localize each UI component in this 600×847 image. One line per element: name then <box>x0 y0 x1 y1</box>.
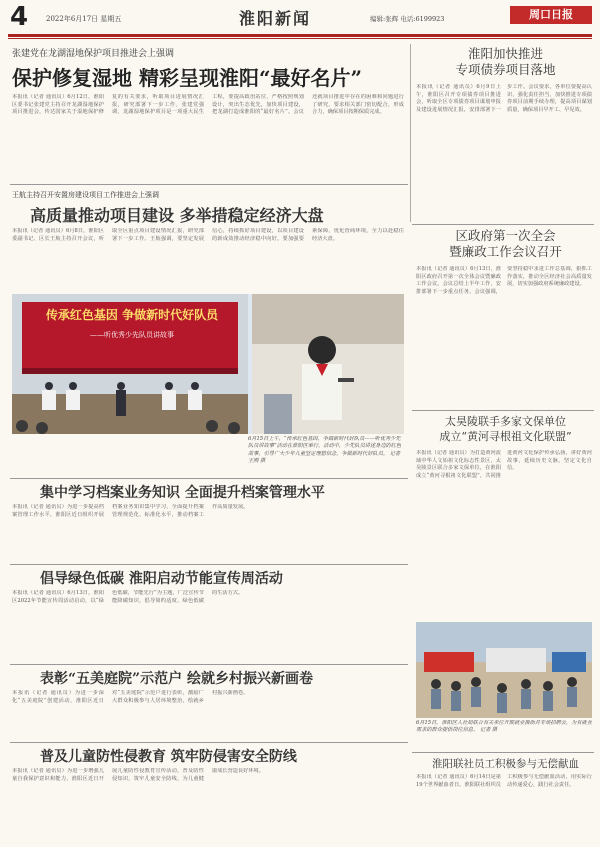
header-rule <box>8 34 592 37</box>
second-kicker: 王航主持召开安置房建设项目工作推进会上强调 <box>12 191 159 199</box>
district-body: 本报讯（记者 通讯员）6月13日，淮阳区政府召开第一次全体会议暨廉政工作会议。会议总结上半年工作，安排部署下一步重点任务。会议强调，要坚持稳中求进工作总基调，狠抓工作落实，推动全区经济社会高质量发展，切实加强政府系统廉政建设。 <box>416 266 592 295</box>
photo-banner: 传承红色基因 争做新时代好队员 <box>45 308 219 322</box>
section-rule <box>10 184 408 185</box>
section-rule <box>412 410 594 411</box>
photo-caption: 6月15日上午，“传承红色基因，争做新时代好队员——听优秀少先队员讲故事”活动在淮阳区举行。活动中，少先队员讲述身边的红色故事，引导广大少年儿童坚定理想信念，争做新时代好队员。 记者 王刚 摄 <box>248 436 402 465</box>
issue-date: 2022年6月17日 星期五 <box>46 15 122 23</box>
bond-headline: 淮阳加快推进 专项债券项目落地 <box>455 46 556 77</box>
archive-body: 本报讯（记者 通讯员）为进一步提高档案管理工作水平，淮阳区近日组织开展档案业务知识集中学习，全面提升档案管理规范化、标准化水平，推动档案工作高质量发展。 <box>12 504 249 518</box>
green-headline: 倡导绿色低碳 淮阳启动节能宣传周活动 <box>40 571 283 587</box>
section-rule <box>10 564 408 565</box>
lead-body: 本报讯（记者 通讯员）6月12日，淮阳区委书记张建党主持召开龙湖湿地保护项目推进会，传达国家关于湿地保护修复的有关要求，听取项目进展情况汇报，研究部署下一步工作。张建党强调，龙湖湿地保护项目是一项重大民生工程，要提高政治站位，严格按照规划设计，突出生态优先，加快项目建设，把龙湖打造成淮阳的“最好名片”。会议还就项目推进中存在的困难和问题进行了研究，要求相关部门密切配合，形成合力，确保项目按期保质完成。 <box>12 94 404 116</box>
child-headline: 普及儿童防性侵教育 筑牢防侵害安全防线 <box>40 749 297 765</box>
page-number: 4 <box>10 2 29 32</box>
section-rule <box>10 664 408 665</box>
job-fair-photo-block <box>416 622 592 718</box>
taihao-headline: 太昊陵联手多家文保单位 成立“黄河寻根祖文化联盟” <box>439 415 572 443</box>
job-fair-photo <box>416 622 592 718</box>
photo-block <box>12 294 404 434</box>
taihao-body: 本报讯（记者 通讯员）为打造黄河流域中华人文始祖文化标志性景区，太昊陵景区联合多家文保单位，在淮阳成立“黄河寻根祖文化联盟”，共同推进黄河文化保护传承弘扬，讲好黄河故事，延续历史文脉，坚定文化自信。 <box>416 450 592 479</box>
union-body: 本报讯（记者 通讯员）6月14日是第19个世界献血者日。淮阳联社组织员工积极参与无偿献血活动，用实际行动传递爱心，践行社会责任。 <box>416 774 592 788</box>
column-divider <box>410 44 411 222</box>
district-headline: 区政府第一次全会 暨廉政工作会议召开 <box>449 228 562 259</box>
header-rule-thin <box>8 38 592 39</box>
courtyard-headline: 表彰“五美庭院”示范户 绘就乡村振兴新画卷 <box>40 671 313 687</box>
section-title: 淮阳新闻 <box>238 9 311 28</box>
lead-kicker: 张建党在龙湖湿地保护项目推进会上强调 <box>12 49 175 59</box>
child-body: 本报讯（记者 通讯员）为进一步增强儿童自我保护意识和能力，淮阳区近日开展儿童防性侵教育宣传活动，普及防性侵知识，筑牢儿童安全防线，为儿童健康成长营造良好环境。 <box>12 768 264 782</box>
section-rule <box>10 742 408 743</box>
editor-info: 编辑:张辉 电话:6199923 <box>370 15 445 23</box>
courtyard-body: 本报讯（记者 通讯员）为进一步深化“五美庭院”创建活动，淮阳区近日对“五美庭院”示范户进行表彰，激励广大群众积极参与人居环境整治，绘就乡村振兴新画卷。 <box>12 690 249 704</box>
bond-body: 本报讯（记者 通讯员）6月9日上午，淮阳区召开专项债券项目推进会，听取全区专项债券项目谋划申报及建设进展情况汇报，安排部署下一步工作。会议要求，各单位要提高认识，强化责任担当，加快推进专项债券项目前期手续办理，提高项目谋划质量，确保项目早开工、早见效。 <box>416 84 592 113</box>
lead-headline: 保护修复湿地 精彩呈现淮阳“最好名片” <box>12 66 362 90</box>
photo-banner-sub: ——听优秀少先队员讲故事 <box>90 331 174 339</box>
section-rule <box>412 752 594 753</box>
section-rule <box>412 224 594 225</box>
newspaper-logo: 周口日报 <box>510 6 592 24</box>
archive-headline: 集中学习档案业务知识 全面提升档案管理水平 <box>40 485 325 501</box>
union-headline: 淮阳联社员工积极参与无偿献血 <box>432 758 579 770</box>
second-body: 本报讯（记者 通讯员）6月8日，淮阳区委副书记、区长王航主持召开会议，听取全区重点项目建设情况汇报，研究部署下一步工作。王航强调，要坚定发展信心，持续抓好项目建设，以项目建设的新成效推动经济稳中向好。要加强要素保障，优化营商环境，全力以赴稳住经济大盘。 <box>12 228 404 242</box>
page-header <box>0 0 600 40</box>
green-body: 本报讯（记者 通讯员）6月13日，淮阳区2022年节能宣传周活动启动，以“绿色低碳，节能先行”为主题，广泛宣传节能降碳知识，倡导简约适度、绿色低碳的生活方式。 <box>12 590 244 604</box>
job-fair-caption: 6月15日，淮阳区人社局联合有关单位开展就业援助月专场招聘会，为有就业需求的群众提供岗位信息。 记者 摄 <box>416 720 592 734</box>
section-rule <box>10 478 408 479</box>
second-headline: 高质量推动项目建设 多举措稳定经济大盘 <box>30 206 324 225</box>
